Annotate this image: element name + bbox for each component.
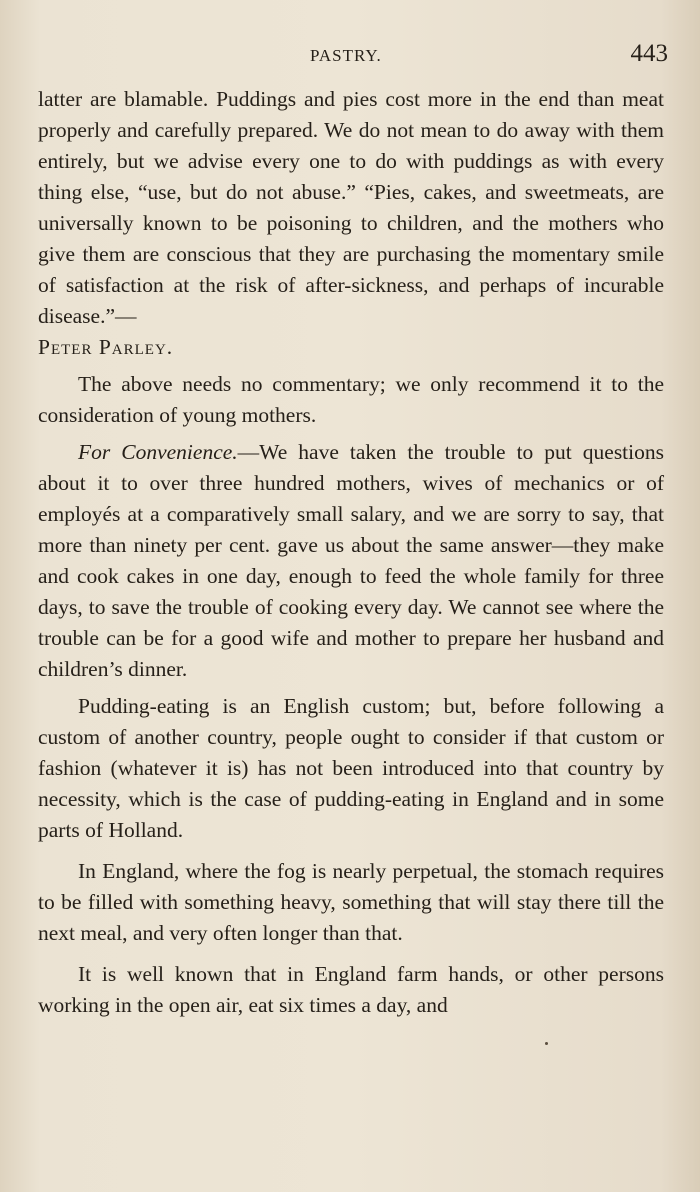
paragraph-3-text: —We have taken the trouble to put questions about it to over three hundred mothers, wives of mechanics or of employés at a comparatively small salary, and we are sorry to say, that more than ninety per cent. gave us about the same answer—they make and cook cakes in one day, enough to feed the whole family for three days, to save the trouble of cooking every day. We cannot see where the trouble can be for a good wife and mother to prepare her husband and children’s dinner. bbox=[38, 440, 664, 681]
paragraph-2: The above needs no commentary; we only recommend it to the consideration of young mothers. bbox=[38, 372, 664, 427]
body-text bbox=[38, 84, 664, 1027]
paragraph-1 bbox=[38, 84, 664, 363]
paragraph-3-lead: For Convenience. bbox=[78, 440, 238, 464]
paragraph-4: Pudding-eating is an English custom; but, before following a custom of another country, people ought to consider if that custom or fashion (whatever it is) has not been introduced into that country by necessity, which is the case of pudding-eating in England and in some parts of Holland. bbox=[38, 694, 664, 842]
paragraph-6: It is well known that in England farm hands, or other persons working in the open air, eat six times a day, and bbox=[38, 962, 664, 1017]
paper-speck bbox=[545, 1042, 548, 1045]
page-number: 443 bbox=[630, 40, 668, 67]
page-header bbox=[0, 38, 700, 78]
attribution: Peter Parley. bbox=[38, 335, 174, 359]
paragraph-5: In England, where the fog is nearly perpetual, the stomach requires to be filled with something heavy, something that will stay there till the next meal, and very often longer than that. bbox=[38, 859, 664, 945]
paragraph-3 bbox=[38, 437, 664, 685]
running-head: PASTRY. bbox=[310, 46, 382, 65]
paragraph-1-text: latter are blamable. Puddings and pies cost more in the end than meat properly and carefully prepared. We do not mean to do away with them entirely, but we advise every one to do with puddings as with every thing else, “use, but do not abuse.” “Pies, cakes, and sweetmeats, are universally known to be poisoning to children, and the mothers who give them are conscious that they are purchasing the momentary smile of satisfaction at the risk of after-sickness, and perhaps of incurable disease.”— bbox=[38, 87, 664, 328]
